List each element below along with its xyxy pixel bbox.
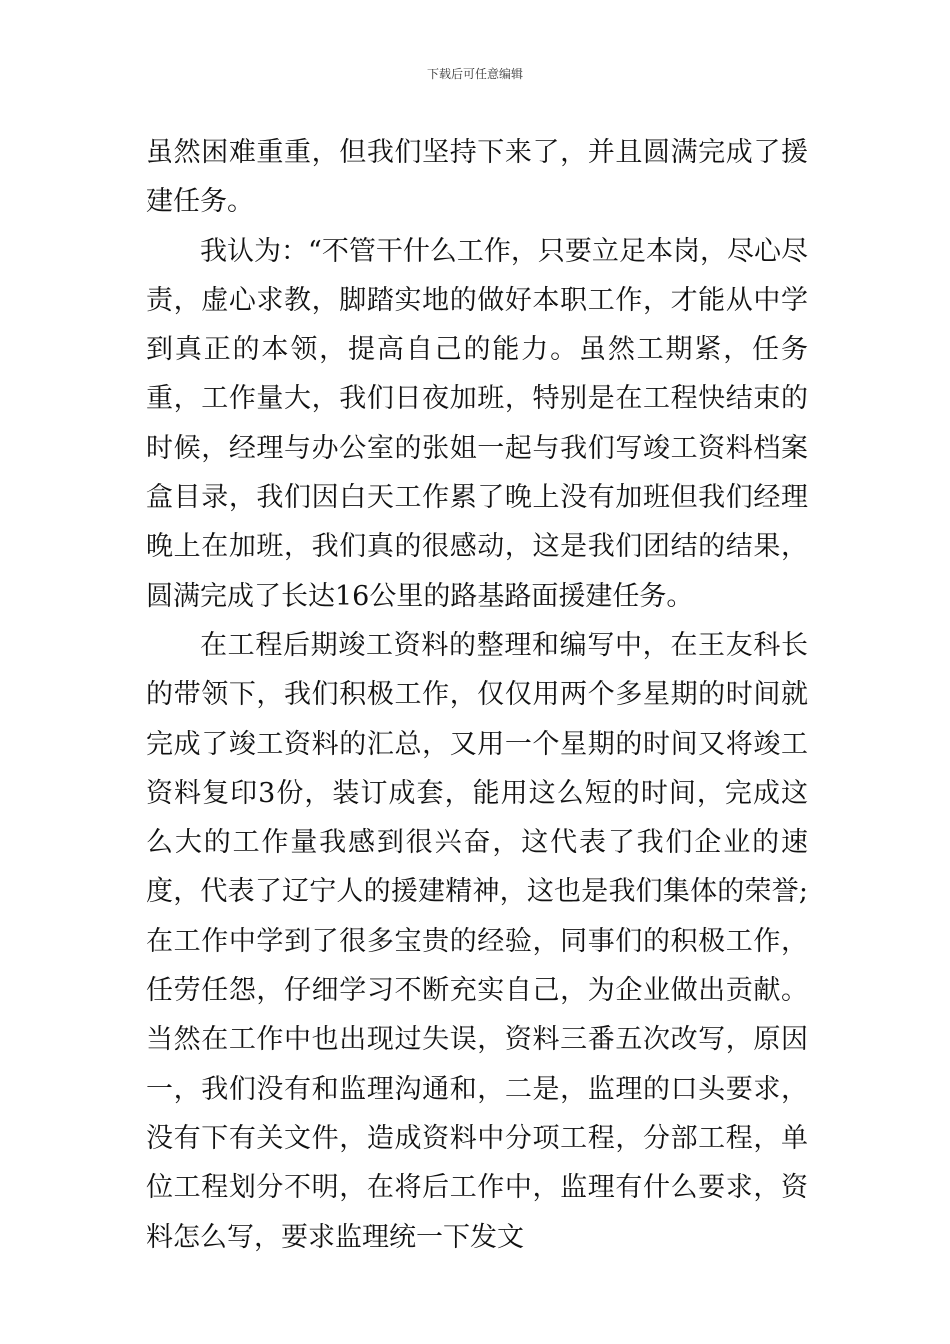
document-body — [146, 128, 808, 1262]
paragraph-completion-records: 在工程后期竣工资料的整理和编写中，在王友科长的带领下，我们积极工作，仅仅用两个多星期的时间就完成了竣工资料的汇总，又用一个星期的时间又将竣工资料复印3份，装订成套，能用这么短的时间，完成这么大的工作量我感到很兴奋，这代表了我们企业的速度，代表了辽宁人的援建精神，这也是我们集体的荣誉;在工作中学到了很多宝贵的经验，同事们的积极工作，任劳任怨，仔细学习不断充实自己，为企业做出贡献。当然在工作中也出现过失误，资料三番五次改写，原因一，我们没有和监理沟通和，二是，监理的口头要求，没有下有关文件，造成资料中分项工程，分部工程，单位工程划分不明，在将后工作中，监理有什么要求，资料怎么写，要求监理统一下发文 — [146, 629, 808, 1253]
paragraph-continuation: 虽然困难重重，但我们坚持下来了，并且圆满完成了援建任务。 — [146, 137, 808, 218]
paragraph-opinion: 我认为：“不管干什么工作，只要立足本岗，尽心尽责，虚心求教，脚踏实地的做好本职工作，才能从中学到真正的本领，提高自己的能力。虽然工期紧，任务重，工作量大，我们日夜加班，特别是在工程快结束的时候，经理与办公室的张姐一起与我们写竣工资料档案盒目录，我们因白天工作累了晚上没有加班但我们经理晚上在加班，我们真的很感动，这是我们团结的结果，圆满完成了长达16公里的路基路面援建任务。 — [146, 235, 808, 612]
page-header: 下载后可任意编辑 — [426, 67, 523, 81]
